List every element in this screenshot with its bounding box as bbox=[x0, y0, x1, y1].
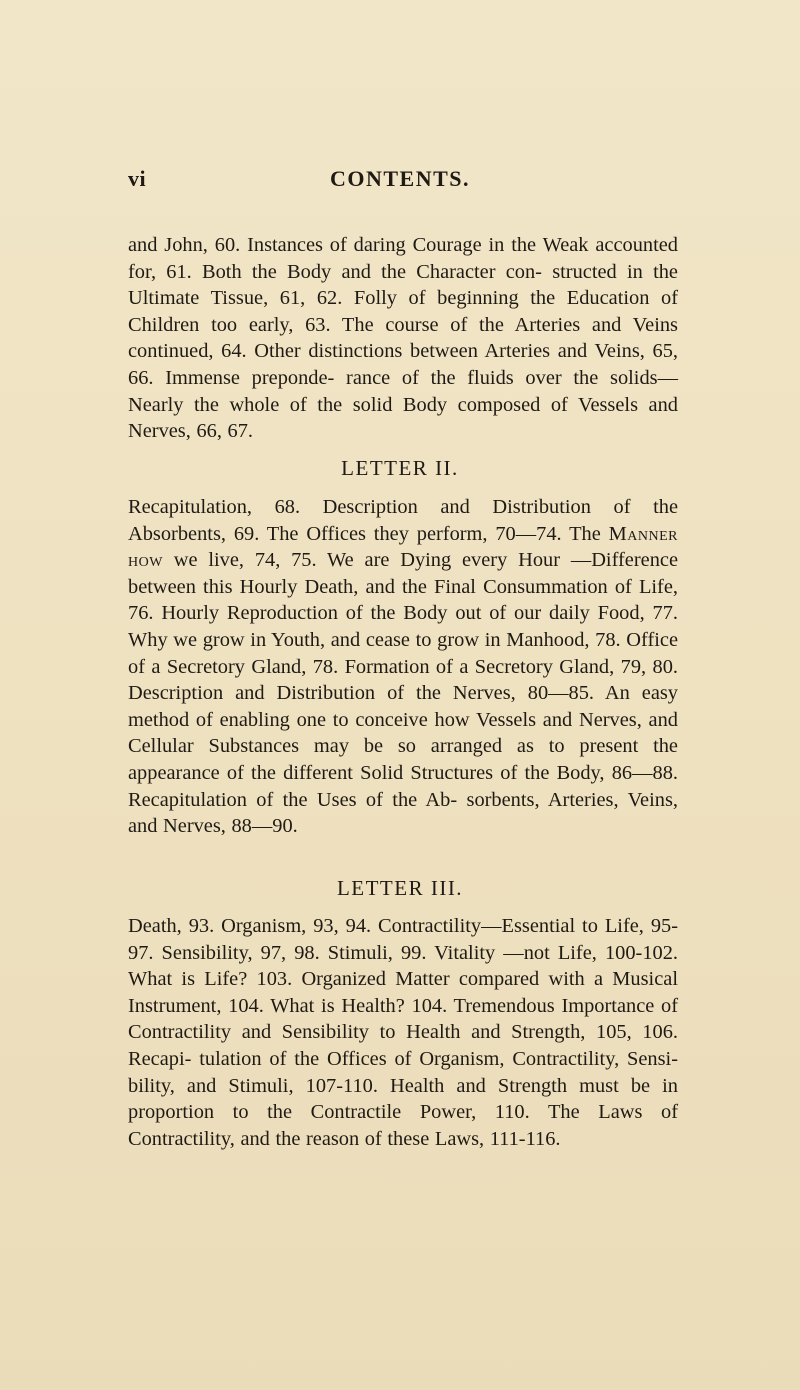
contents-paragraph-letter-2 bbox=[128, 494, 678, 840]
paragraph-text: Death, 93. Organism, 93, 94. Contractility—Essential to Life, 95-97. Sensibility, 97, 98. Stimuli, 99. Vitality —not Life, 100-102. What is Life? 103. Organized Matter compared with a Musical Instrument, 104. What is Health? 104. Tremendous Importance of Contractility and Sensibility to Health and Strength, 105, 106. Recapi- tulation of the Offices of Organism, Contractility, Sensi- bility, and Stimuli, 107-110. Health and Strength must be in proportion to the Contractile Power, 110. The Laws of Contractility, and the reason of these Laws, 111-116. bbox=[128, 915, 678, 1150]
section-heading-letter-2: LETTER II. bbox=[341, 456, 459, 480]
page-number: vi bbox=[128, 166, 147, 191]
paragraph-text: and John, 60. Instances of daring Courage in the Weak accounted for, 61. Both the Body and the Character con- structed in the Ultimate Tissue, 61, 62. Folly of beginning the Education of Children too early, 63. The course of the Arteries and Veins continued, 64. Other distinctions between Arteries and Veins, 65, 66. Immense preponde- rance of the fluids over the solids—Nearly the whole of the solid Body composed of Vessels and Nerves, 66, 67. bbox=[128, 234, 678, 443]
small-caps-phrase: Manner how bbox=[128, 522, 678, 572]
paragraph-lead: Recapitulation, 68. Description and Distribution of the Absorbents, 69. The Offices they perform, 70—74. The bbox=[128, 496, 678, 545]
running-head: CONTENTS. bbox=[329, 166, 471, 191]
paragraph-text: we live, 74, 75. We are Dying every Hour —Difference between this Hourly Death, and the Final Consummation of Life, 76. Hourly Reproduction of the Body out of our daily Food, 77. Why we grow in Youth, and cease to grow in Manhood, 78. Office of a Secretory Gland, 78. Formation of a Secretory Gland, 79, 80. Description and Distribution of the Nerves, 80—85. An easy method of enabling one to conceive how Vessels and Nerves, and Cellular Substances may be so arranged as to present the appearance of the different Solid Structures of the Body, 86—88. Recapitulation of the Uses of the Ab- sorbents, Arteries, Veins, and Nerves, 88—90. bbox=[128, 549, 678, 838]
page-header bbox=[0, 166, 800, 196]
contents-paragraph-letter-1-continued bbox=[128, 232, 678, 445]
contents-paragraph-letter-3 bbox=[128, 913, 678, 1152]
section-heading-letter-3: LETTER III. bbox=[336, 876, 464, 900]
